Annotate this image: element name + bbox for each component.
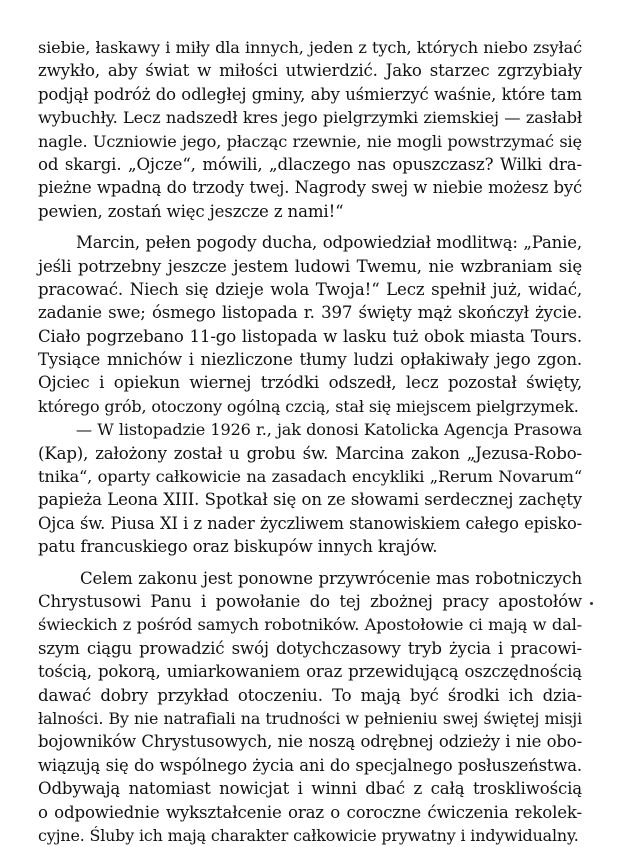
document-page xyxy=(38,36,582,847)
text-line: jeśli potrzebny jeszcze jestem ludowi Twemu, nie wzbraniam się xyxy=(38,256,582,276)
paragraph-4 xyxy=(38,567,582,847)
text-line: pracować. Niech się dzieje wola Twoja!“ Lecz spełnił już, widać, xyxy=(38,279,582,299)
ink-speck xyxy=(590,602,593,605)
text-line: zwykło, aby świat w miłości utwierdzić. Jako starzec zgrzybiały xyxy=(38,61,582,81)
text-line: zadanie swe; ósmego listopada r. 397 święty mąż skończył życie. xyxy=(38,303,582,323)
text-line: szym ciągu prowadzić swój dotychczasowy tryb życia i pracowi- xyxy=(38,638,582,658)
text-line: Celem zakonu jest ponowne przywrócenie mas robotniczych xyxy=(80,568,582,588)
text-line: tnika“, oparty całkowicie na zasadach encykliki „Rerum Novarum“ xyxy=(38,467,582,487)
paragraph-1 xyxy=(38,36,582,223)
text-line: Ojca św. Piusa XI i z nader życzliwem stanowiskiem całego episko- xyxy=(38,513,582,533)
text-line: którego grób, otoczony ogólną czcią, stał się miejscem pielgrzymek. xyxy=(38,396,579,416)
text-line: Tysiące mnichów i niezliczone tłumy ludzi opłakiwały jego zgon. xyxy=(38,350,582,370)
text-line: podjął podróż do odległej gminy, aby uśmierzyć waśnie, które tam xyxy=(38,84,582,104)
text-line: siebie, łaskawy i miły dla innych, jeden z tych, których niebo zsyłać xyxy=(38,38,582,57)
text-line: papieża Leona XIII. Spotkał się on ze słowami serdecznej zachęty xyxy=(38,490,582,510)
text-line: patu francuskiego oraz biskupów innych krajów. xyxy=(38,537,438,557)
text-line: cyjne. Śluby ich mają charakter całkowicie prywatny i indywidualny. xyxy=(38,825,579,845)
text-line: dawać dobry przykład otoczeniu. To mają być środki ich dzia- xyxy=(38,685,582,705)
text-line: Ojciec i opiekun wiernej trzódki odszedł, lecz pozostał święty, xyxy=(38,373,582,393)
text-line: Marcin, pełen pogody ducha, odpowiedział modlitwą: „Panie, xyxy=(76,233,582,253)
text-line: świeckich z pośród samych robotników. Apostołowie ci mają w dal- xyxy=(38,615,582,635)
text-line: wybuchły. Lecz nadszedł kres jego pielgrzymki ziemskiej — zasłabł xyxy=(38,108,582,128)
text-line: pewien, zostań więc jeszcze z nami!“ xyxy=(38,201,344,221)
text-line: tością, pokorą, umiarkowaniem oraz przewidującą oszczędnością xyxy=(38,662,582,682)
text-line: Odbywają natomiast nowicjat i winni dbać z całą troskliwością xyxy=(38,779,582,799)
text-line: Ciało pogrzebano 11-go listopada w lasku tuż obok miasta Tours. xyxy=(38,326,582,346)
text-line: od skargi. „Ojcze“, mówili, „dlaczego nas opuszczasz? Wilki dra- xyxy=(38,154,582,174)
text-line: wiązują się do wspólnego życia ani do specjalnego posłuszeństwa. xyxy=(38,755,582,775)
text-line: łalności. By nie natrafiali na trudności w pełnieniu swej świętej misji xyxy=(38,708,582,728)
paragraph-2 xyxy=(38,231,582,418)
text-line: nagle. Uczniowie jego, płacząc rzewnie, nie mogli powstrzymać się xyxy=(38,131,582,151)
paragraph-3 xyxy=(38,418,582,558)
text-line: o odpowiednie wykształcenie oraz o coroczne ćwiczenia rekolek- xyxy=(38,802,582,822)
text-line: — W listopadzie 1926 r., jak donosi Katolicka Agencja Prasowa xyxy=(76,420,582,440)
text-line: pieżne wpadną do trzody twej. Nagrody swej w niebie możesz być xyxy=(38,178,582,198)
text-line: bojowników Chrystusowych, nie noszą odrębnej odzieży i nie obo- xyxy=(38,732,582,752)
text-line: (Kap), założony został u grobu św. Marcina zakon „Jezusa-Robo- xyxy=(38,443,582,463)
text-line: Chrystusowi Panu i powołanie do tej zbożnej pracy apostołów xyxy=(38,591,582,611)
